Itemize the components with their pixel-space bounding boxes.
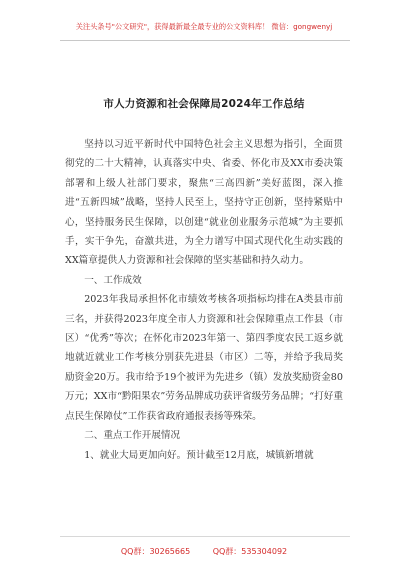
footer-divider	[60, 536, 350, 537]
document-title: 市人力资源和社会保障局2024年工作总结	[103, 98, 305, 110]
document-body	[65, 135, 343, 465]
work-results-paragraph: 2023年我局承担怀化市绩效考核各项指标均排在A类县市前三名，并获得2023年度全市人力资源和社会保障重点工作县（市区）“优秀”等次；在怀化市2023年第一、第四季度农民工返乡就地就近就业工作考核分别获先进县（市区）二等，并给予我局奖励资金20万。我市给予19个被评为先进乡（镇）发放奖励资金80万元；XX市“黔阳果农”劳务品牌成功获评省级劳务品牌；“打好重点民生保障仗”工作获省政府通报表扬等殊荣。	[65, 294, 343, 422]
section-heading-key-work: 二、重点工作开展情况	[84, 430, 181, 442]
footer-qq-group-1: QQ群：30265665	[120, 547, 191, 556]
footer-qq-group-2: QQ群：535304092	[212, 547, 288, 556]
header-banner: 关注头条号"公文研究"，获得最新最全最专业的公文资料库！ 微信：gongwenyj	[75, 22, 333, 31]
intro-paragraph: 坚持以习近平新时代中国特色社会主义思想为指引，全面贯彻党的二十大精神，认真落实中央、省委、怀化市及XX市委决策部署和上级人社部门要求，聚焦“三高四新”美好蓝图，深入推进“五新四城”战略，坚持人民至上，坚持守正创新，坚持紧贴中心，坚持服务民生保障，以创建“就业创业服务示范城”为主要抓手，实干争先，奋激共进，为全力谱写中国式现代化生动实践的XX篇章提供人力资源和社会保障的坚实基础和持久动力。	[65, 139, 343, 267]
header-divider	[60, 40, 350, 41]
key-work-item-1: 1、就业大局更加向好。预计截至12月底，城镇新增就	[84, 449, 314, 461]
section-heading-work-results: 一、工作成效	[84, 274, 142, 286]
footer	[0, 546, 408, 557]
